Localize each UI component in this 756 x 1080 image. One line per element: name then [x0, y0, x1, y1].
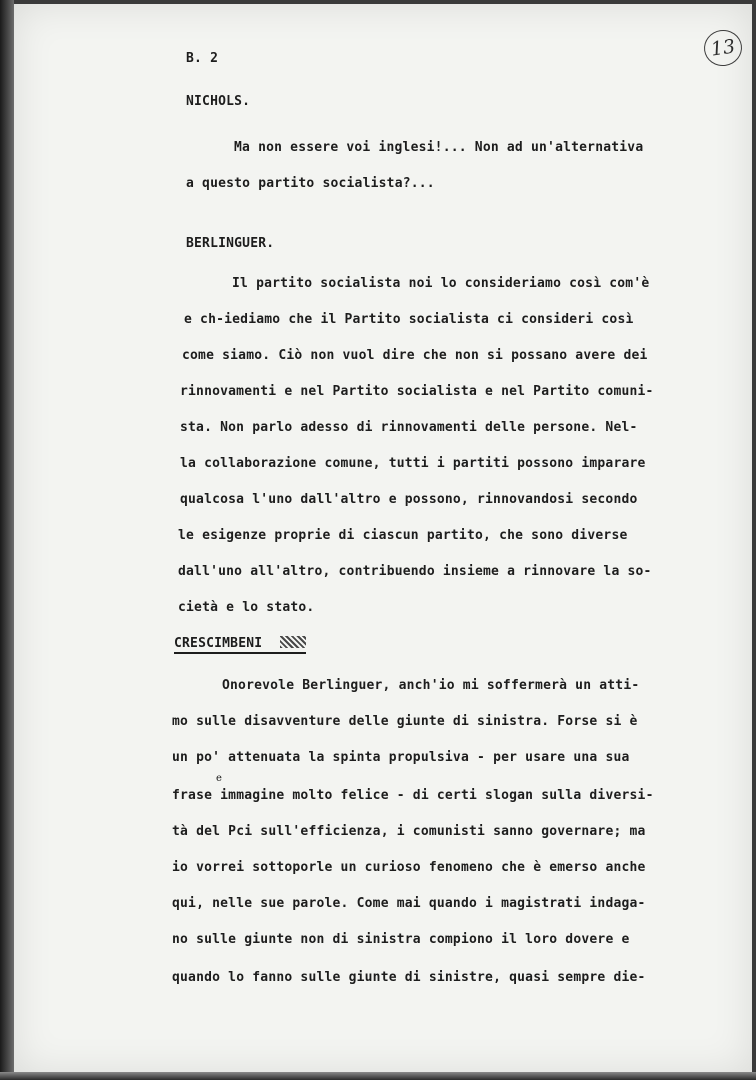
text-line: e ch-iediamo che il Partito socialista ci consideri così: [184, 312, 634, 327]
text-line: frase immagine molto felice - di certi slogan sulla diversi-: [172, 788, 654, 803]
text-line: un po' attenuata la spinta propulsiva - per usare una sua: [172, 750, 630, 765]
speaker-nichols: NICHOLS.: [186, 94, 251, 109]
text-line: sta. Non parlo adesso di rinnovamenti delle persone. Nel-: [180, 420, 638, 435]
text-line: rinnovamenti e nel Partito socialista e nel Partito comuni-: [180, 384, 654, 399]
text-line: le esigenze proprie di ciascun partito, che sono diverse: [178, 528, 628, 543]
text-line: io vorrei sottoporle un curioso fenomeno che è emerso anche: [172, 860, 646, 875]
text-line: tà del Pci sull'efficienza, i comunisti sanno governare; ma: [172, 824, 646, 839]
text-line: Il partito socialista noi lo consideriamo così com'è: [232, 276, 650, 291]
text-line: qui, nelle sue parole. Come mai quando i magistrati indaga-: [172, 896, 646, 911]
text-line: come siamo. Ciò non vuol dire che non si possano avere dei: [182, 348, 648, 363]
text-line: Ma non essere voi inglesi!... Non ad un'alternativa: [234, 140, 644, 155]
speaker-underline: [174, 652, 306, 654]
text-line: qualcosa l'uno dall'altro e possono, rinnovandosi secondo: [180, 492, 638, 507]
speaker-crescimbeni: CRESCIMBENI: [174, 636, 263, 651]
text-line: quando lo fanno sulle giunte di sinistre, quasi sempre die-: [172, 970, 646, 985]
text-line: Onorevole Berlinguer, anch'io mi soffermerà un atti-: [222, 678, 640, 693]
text-line: a questo partito socialista?...: [186, 176, 435, 191]
scan-edge-shadow: [0, 0, 14, 1080]
text-line: no sulle giunte non di sinistra compiono il loro dovere e: [172, 932, 630, 947]
speaker-berlinguer: BERLINGUER.: [186, 236, 275, 251]
ink-strikeout: [280, 636, 306, 648]
text-line: cietà e lo stato.: [178, 600, 315, 615]
scan-bottom-shadow: [0, 1072, 756, 1080]
page-number-stamp: 13: [702, 28, 745, 69]
handwritten-correction: e: [216, 773, 223, 784]
header-code: B. 2: [186, 51, 219, 66]
text-line: mo sulle disavventure delle giunte di sinistra. Forse si è: [172, 714, 638, 729]
text-line: la collaborazione comune, tutti i partiti possono imparare: [180, 456, 646, 471]
text-line: dall'uno all'altro, contribuendo insieme a rinnovare la so-: [178, 564, 652, 579]
